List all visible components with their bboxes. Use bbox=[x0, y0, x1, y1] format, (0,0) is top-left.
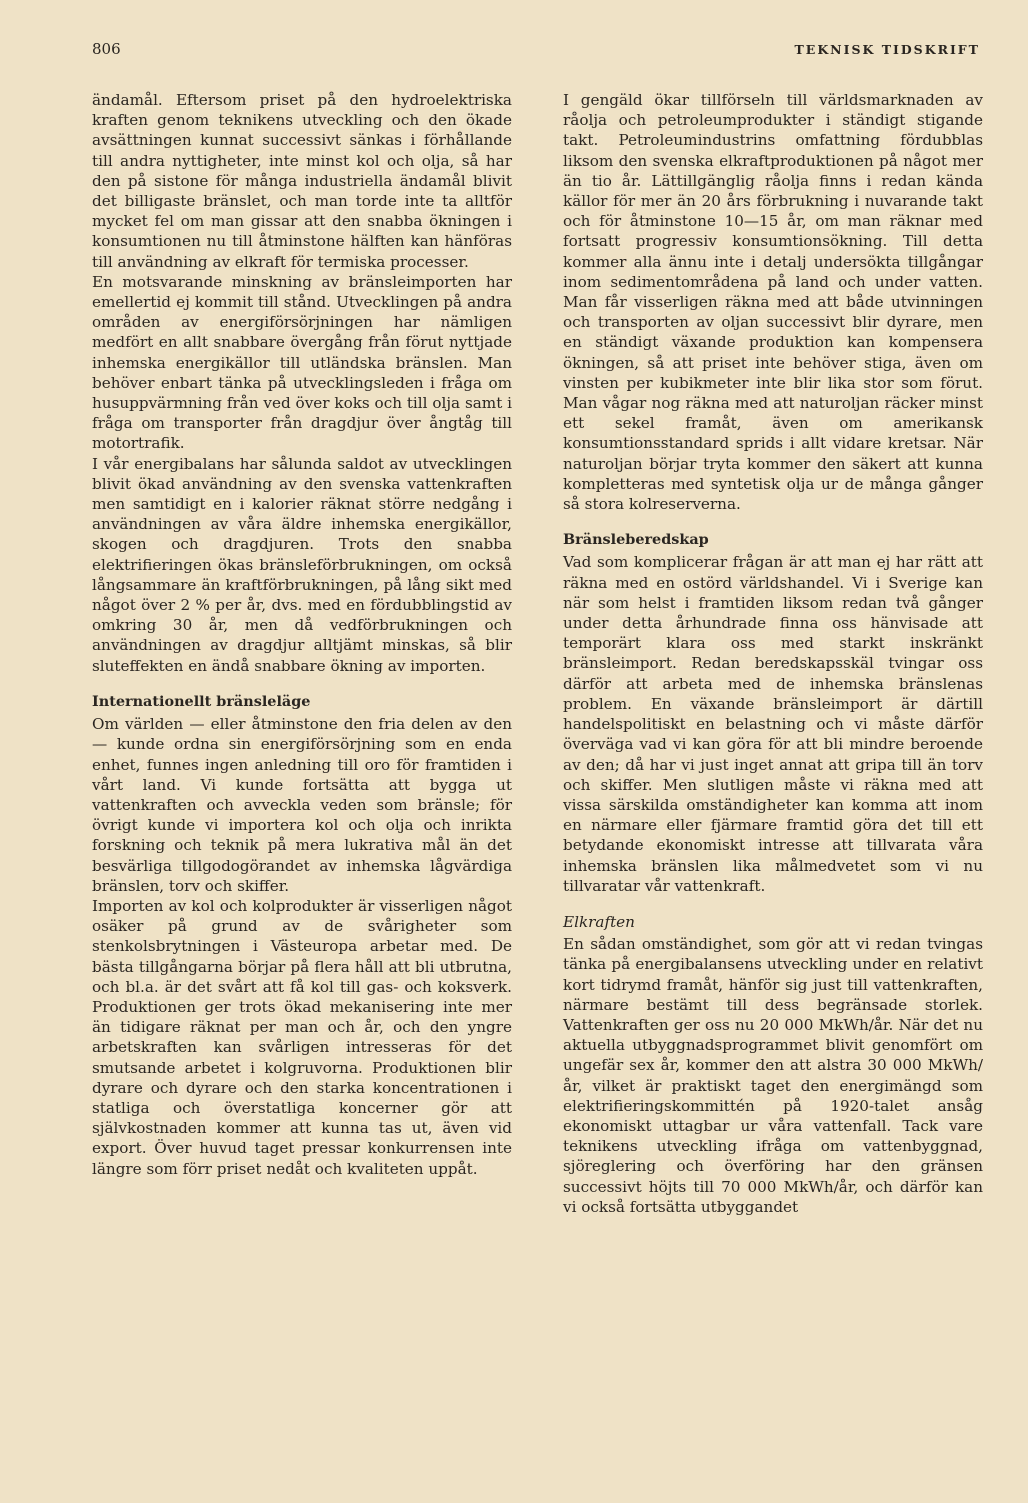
page-header bbox=[92, 40, 980, 58]
paragraph: Importen av kol och kolprodukter är visserligen något osäker på grund av de svårigheter som stenkolsbrytningen i Västeuropa arbetar med. De bästa tillgångarna börjar på flera håll att bli utbrutna, och bl.a. är det svårt att få kol till gas- och koksverk. Produktionen ger trots ökad mekanisering inte mer än tidigare räknat per man och år, och den yngre arbetskraften kan svårligen intresseras för det smutsande arbetet i kolgruvorna. Produktionen blir dyrare och dyrare och den starka koncentrationen i statliga och överstatliga koncerner gör att självkostnaden kommer att kunna tas ut, även vid export. Över huvud taget pressar konkurrensen inte längre som förr priset nedåt och kvaliteten uppåt. bbox=[92, 896, 512, 1178]
journal-title: TEKNISK TIDSKRIFT bbox=[794, 42, 980, 57]
paragraph: I vår energibalans har sålunda saldot av utvecklingen blivit ökad användning av den svenska vattenkraften men samtidigt en i kalorier räknat större nedgång i användningen av våra äldre inhemska energikällor, skogen och dragdjuren. Trots den snabba elektrifieringen ökas bränsleförbrukningen, om också långsammare än kraftförbrukningen, på lång sikt med något över 2 % per år, dvs. med en fördubblingstid av omkring 30 år, men då vedförbrukningen och användningen av dragdjur alltjämt minskas, så blir sluteffekten en ändå snabbare ökning av importen. bbox=[92, 454, 512, 675]
paragraph: En motsvarande minskning av bränsleimporten har emellertid ej kommit till stånd. Utvecklingen på andra områden av energiförsörjningen har nämligen medfört en allt snabbare övergång från förut nyttjade inhemska energikällor till utländska bränslen. Man behöver enbart tänka på utvecklingsleden i fråga om husuppvärmning från ved över koks och till olja samt i fråga om transporter från dragdjur över ångtåg till motortrafik. bbox=[92, 272, 512, 453]
right-column bbox=[563, 90, 983, 1217]
paragraph: Om världen — eller åtminstone den fria delen av den — kunde ordna sin energiförsörjning som en enda enhet, funnes ingen anledning till oro för framtiden i vårt land. Vi kunde fortsätta att bygga ut vattenkraften och avveckla veden som bränsle; för övrigt kunde vi importera kol och olja och inrikta forskning och teknik på mera lukrativa mål än det besvärliga tillgodogörandet av inhemska lågvärdiga bränslen, torv och skiffer. bbox=[92, 715, 512, 895]
paragraph: ändamål. Eftersom priset på den hydroelektriska kraften genom teknikens utveckling och den ökade avsättningen kunnat successivt sänkas i förhållande till andra nyttigheter, inte minst kol och olja, så har den på sistone för många industriella ändamål blivit det billigaste bränslet, och man torde inte ta alltför mycket fel om man gissar att den snabba ökningen i konsumtionen nu till åtminstone hälften kan hänföras till användning av elkraft för termiska processer. bbox=[92, 91, 512, 271]
section-heading-preparedness: Bränsleberedskap bbox=[563, 531, 709, 549]
paragraph: I gengäld ökar tillförseln till världsmarknaden av råolja och petroleumprodukter i ständigt stigande takt. Petroleumindustrins omfattning fördubblas liksom den svenska elkraftproduktionen på något mer än tio år. Lättillgänglig råolja finns i redan kända källor för mer än 20 års förbrukning i nuvarande takt och för åtminstone 10—15 år, om man räknar med fortsatt progressiv konsumtionsökning. Till detta kommer alla ännu inte i detalj undersökta tillgångar inom sedimentområdena på land och under vatten. Man får visserligen räkna med att både utvinningen och transporten av oljan successivt blir dyrare, men en ständigt växande produktion kan kompensera ökningen, så att priset inte behöver stiga, även om vinsten per kubikmeter inte blir lika stor som förut. Man vågar nog räkna med att naturoljan räcker minst ett sekel framåt, även om amerikansk konsumtionsstandard sprids i allt vidare kretsar. När naturoljan börjar tryta kommer den säkert att kunna kompletteras med syntetisk olja ur de många gånger så stora kolreserverna. bbox=[563, 91, 983, 514]
page-number: 806 bbox=[92, 40, 121, 58]
section-heading-international: Internationellt bränsleläge bbox=[92, 692, 311, 710]
paragraph: Vad som komplicerar frågan är att man ej har rätt att räkna med en ostörd världshandel. Vi i Sverige kan när som helst i framtiden liksom redan två gånger under detta århundrade finna oss hänvisade att temporärt klara oss med starkt inskränkt bränsleimport. Redan beredskapsskäl tvingar oss därför att arbeta med de inhemska bränslenas problem. En växande bränsleimport är därtill handelspolitiskt en belastning och vi måste därför överväga vad vi kan göra för att bli mindre beroende av den; då har vi just inget annat att gripa till än torv och skiffer. Men slutligen måste vi räkna med att vissa särskilda omständigheter kan komma att inom en närmare eller fjärmare framtid göra det till ett betydande ekonomiskt intresse att tillvarata våra inhemska bränslen lika målmedvetet som vi nu tillvaratar vår vattenkraft. bbox=[563, 553, 983, 895]
paragraph: En sådan omständighet, som gör att vi redan tvingas tänka på energibalansens utveckling under en relativt kort tidrymd framåt, hänför sig just till vattenkraften, närmare bestämt till dess begränsade storlek. Vattenkraften ger oss nu 20 000 MkWh/år. När det nu aktuella utbyggnadsprogrammet blivit genomfört om ungefär sex år, kommer den att alstra 30 000 MkWh/år, vilket är praktiskt taget den energimängd som elektrifieringskommittén på 1920-talet ansåg ekonomiskt uttagbar ur våra vattenfall. Tack vare teknikens utveckling ifråga om vattenbyggnad, sjöreglering och överföring har den gränsen successivt höjts till 70 000 MkWh/år, och därför kan vi också fortsätta utbyggandet bbox=[563, 935, 983, 1216]
left-column bbox=[92, 90, 512, 1179]
section-heading-electric-power: Elkraften bbox=[563, 912, 635, 931]
